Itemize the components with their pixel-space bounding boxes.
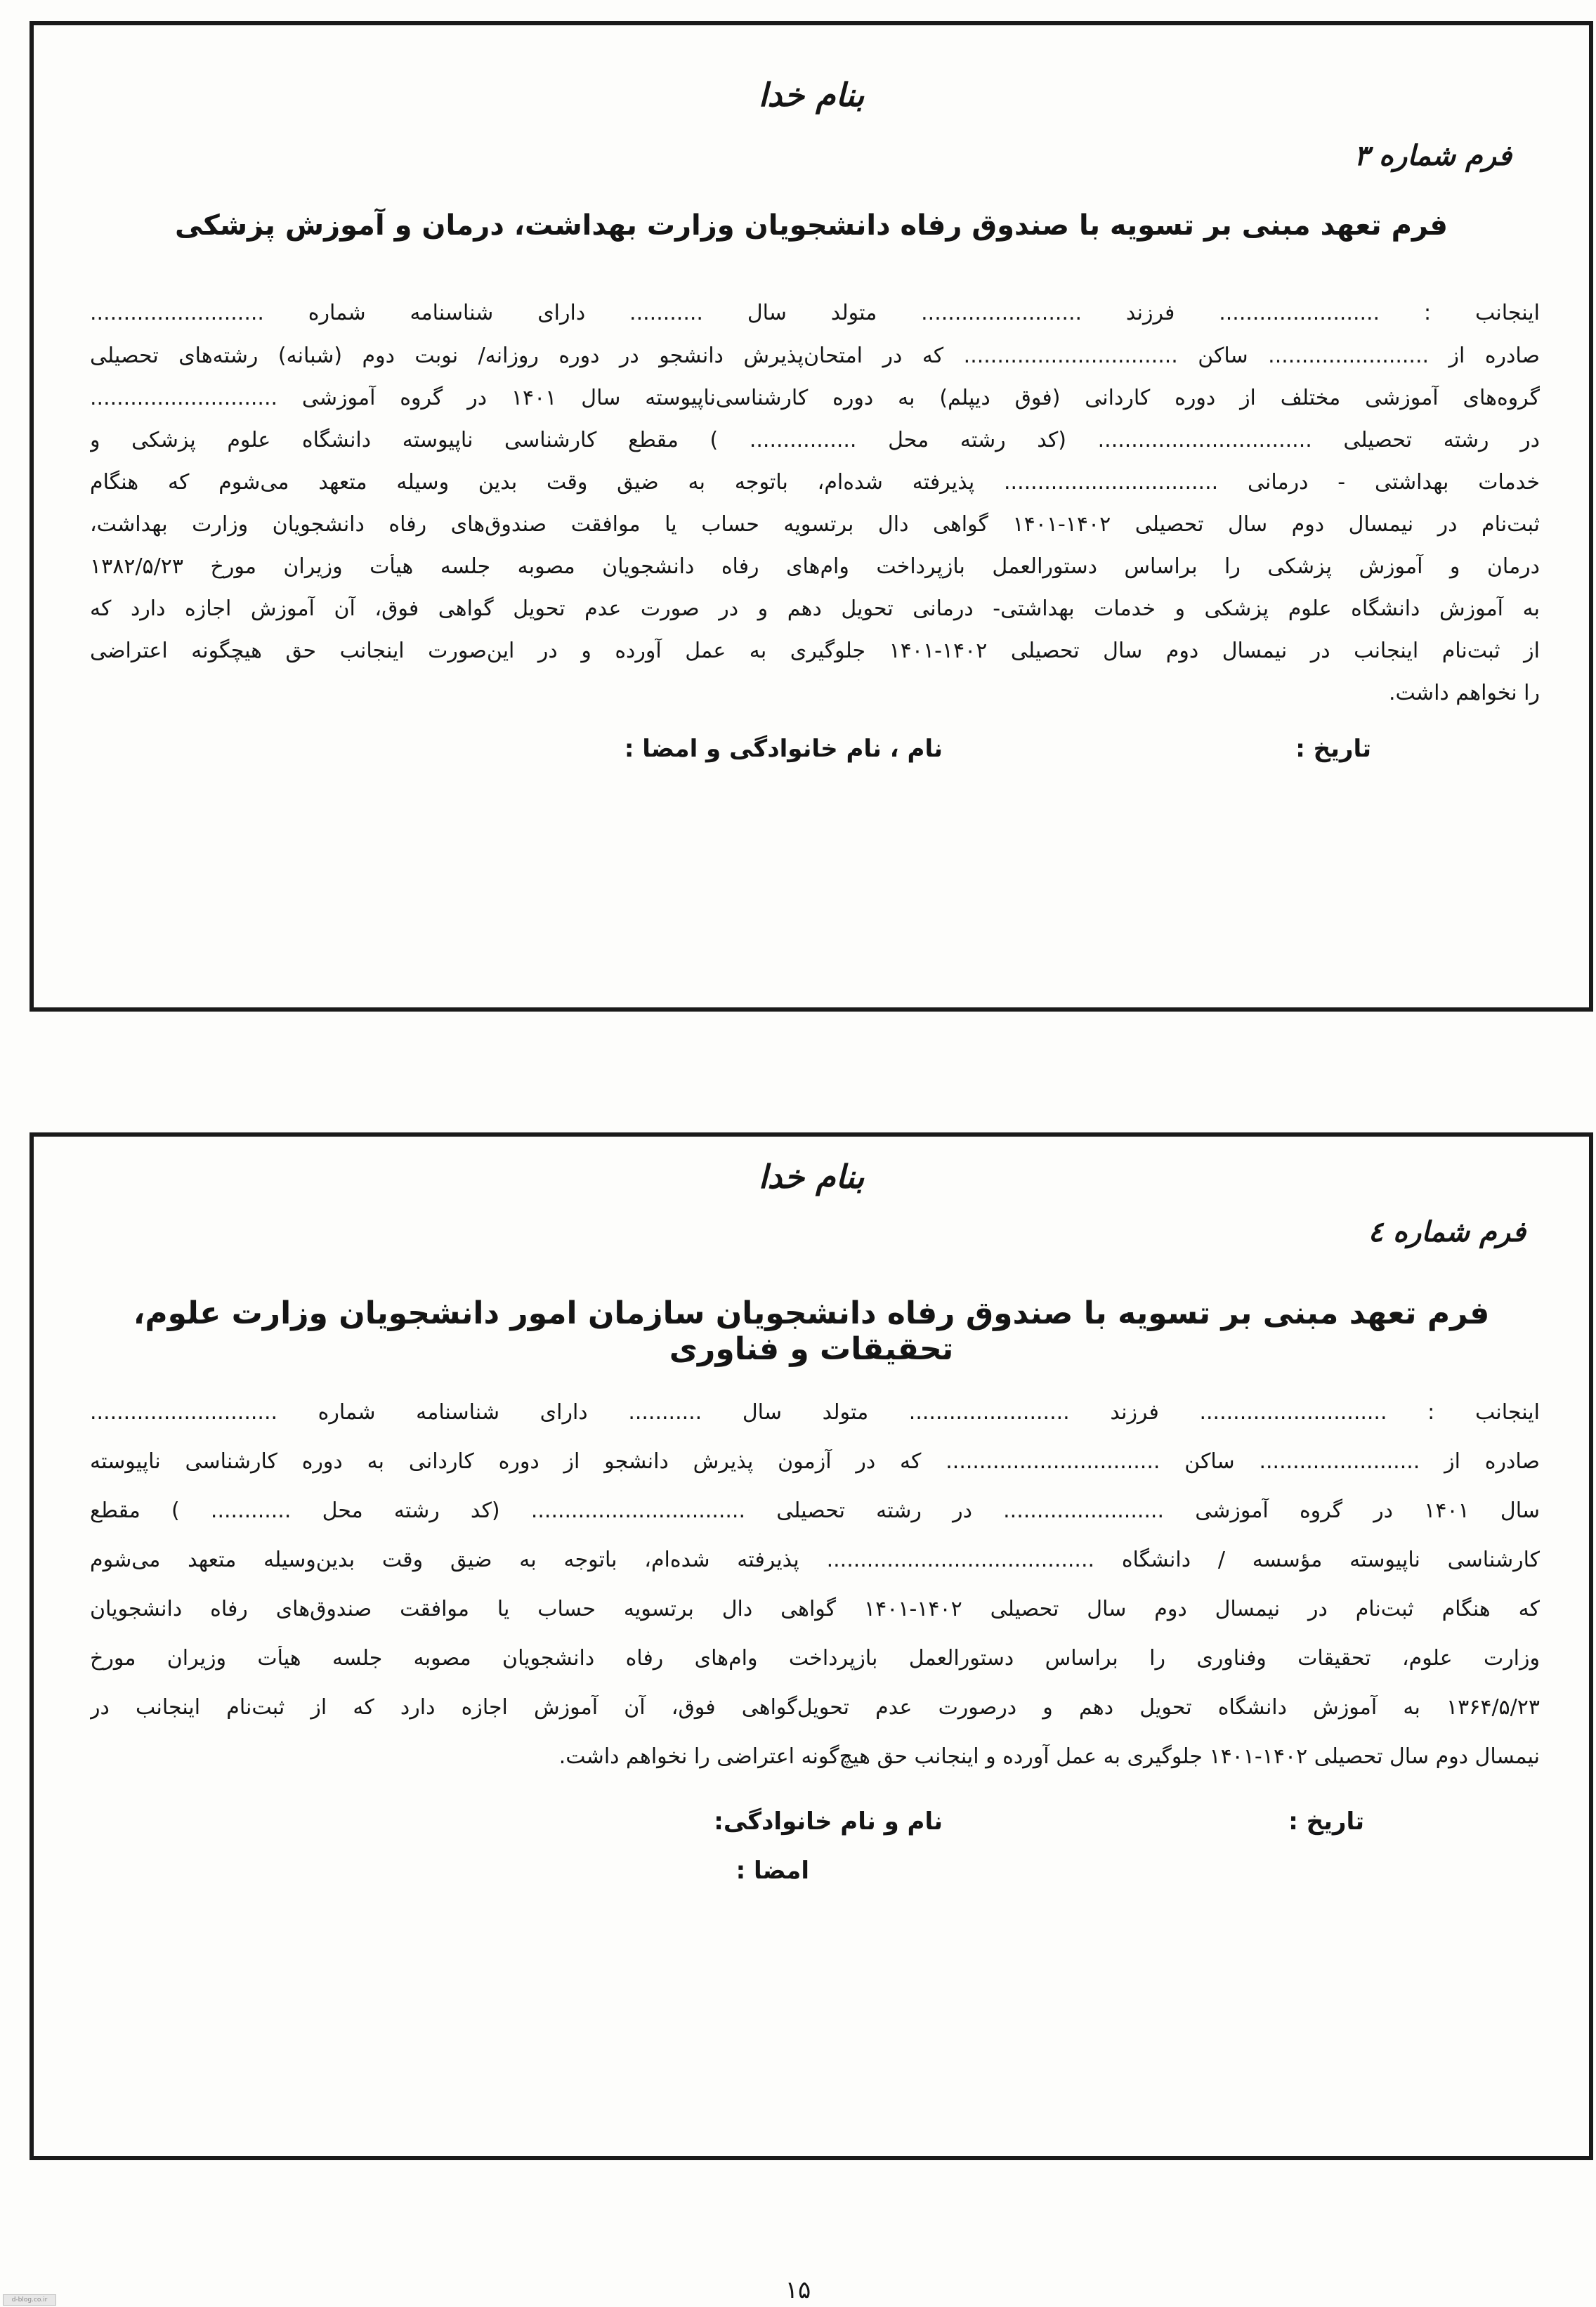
form-text-line: را نخواهم داشت. bbox=[1388, 681, 1540, 705]
form-text-line: سال ۱۴۰۱ در گروه آموزشی ........................ در رشته تحصیلی ................................ (کد رشته محل ............ ) مقطع bbox=[90, 1498, 1540, 1523]
date-label: تاریخ : bbox=[1295, 735, 1371, 763]
basmala-heading: بنام خدا bbox=[758, 76, 865, 114]
name-label: نام و نام خانوادگی: bbox=[714, 1808, 943, 1836]
form-text-line: نیمسال دوم سال تحصیلی ۱۴۰۲-۱۴۰۱ جلوگیری به عمل آورده و اینجانب حق هیچ‌گونه اعتراضی را نخواهم داشت. bbox=[558, 1744, 1540, 1769]
form-text-line: ثبت‌نام در نیمسال دوم سال تحصیلی ۱۴۰۲-۱۴۰۱ گواهی دال برتسویه حساب یا موافقت صندوق‌های رفاه دانشجویان وزارت بهداشت، bbox=[90, 512, 1540, 537]
form-text-line: که هنگام ثبت‌نام در نیمسال دوم سال تحصیلی ۱۴۰۲-۱۴۰۱ گواهی دال برتسویه حساب یا موافقت صندوق‌های رفاه دانشجویان bbox=[90, 1597, 1540, 1621]
form-text-line: درمان و آموزش پزشکی را براساس دستورالعمل بازپرداخت وام‌های رفاه دانشجویان مصوبه جلسه هیأت وزیران مورخ ۱۳۸۲/۵/۲۳ bbox=[90, 554, 1540, 579]
form-text-line: اینجانب : ............................ فرزند ........................ متولد سال ........... دارای شناسنامه شماره ............................ bbox=[90, 1400, 1540, 1425]
form-text-line: در رشته تحصیلی ................................ (کد رشته محل ................ ) مقطع کارشناسی ناپیوسته دانشگاه علوم پزشکی و bbox=[90, 428, 1540, 452]
form-4-box bbox=[30, 1132, 1593, 2160]
form-text-line: خدمات بهداشتی - درمانی ................................ پذیرفته شده‌ام، باتوجه به ضیق وقت بدین وسیله متعهد می‌شوم که هنگام bbox=[90, 470, 1540, 495]
form-number-label: فرم شماره ٤ bbox=[1368, 1215, 1526, 1248]
form-text-line: ۱۳۶۴/۵/۲۳ به آموزش دانشگاه تحویل دهم و درصورت عدم تحویل‌گواهی فوق، آن آموزش اجازه دارد که از ثبت‌نام اینجانب در bbox=[90, 1695, 1540, 1720]
form-3-box bbox=[30, 21, 1593, 1012]
date-label: تاریخ : bbox=[1288, 1808, 1364, 1836]
basmala-heading: بنام خدا bbox=[758, 1158, 865, 1196]
form-text-line: اینجانب : ........................ فرزند ........................ متولد سال ........... دارای شناسنامه شماره .......................... bbox=[90, 301, 1540, 325]
form-text-line: وزارت علوم، تحقیقات وفناوری را براساس دستورالعمل بازپرداخت وام‌های رفاه دانشجویان مصوبه جلسه هیأت وزیران مورخ bbox=[90, 1646, 1540, 1671]
page-number: ۱۵ bbox=[785, 2276, 811, 2304]
form-text-line: از ثبت‌نام اینجانب در نیمسال دوم سال تحصیلی ۱۴۰۲-۱۴۰۱ جلوگیری به عمل آورده و در این‌صورت اینجانب حق هیچگونه اعتراضی bbox=[90, 639, 1540, 663]
form-text-line: گروه‌های آموزشی مختلف از دوره کاردانی (فوق دیپلم) به دوره کارشناسی‌ناپیوسته سال ۱۴۰۱ در گروه آموزشی ............................ bbox=[90, 386, 1540, 410]
form-title: فرم تعهد مبنی بر تسویه با صندوق رفاه دانشجویان سازمان امور دانشجویان وزارت علوم، تحقیقات و فناوری bbox=[133, 1295, 1490, 1367]
form-title: فرم تعهد مبنی بر تسویه با صندوق رفاه دانشجویان وزارت بهداشت، درمان و آموزش پزشکی bbox=[174, 209, 1448, 242]
name-signature-label: نام ، نام خانوادگی و امضا : bbox=[624, 735, 943, 763]
watermark-badge: d-blog.co.ir bbox=[3, 2294, 56, 2306]
form-text-line: کارشناسی ناپیوسته مؤسسه / دانشگاه ........................................ پذیرفته شده‌ام، باتوجه به ضیق وقت بدین‌وسیله متعهد می‌شوم bbox=[90, 1548, 1540, 1572]
form-text-line: صادره از ........................ ساکن ................................ که در امتحان‌پذیرش دانشجو در دوره روزانه/ نوبت دوم (شبانه) رشته‌های تحصیلی bbox=[90, 344, 1540, 368]
form-text-line: به آموزش دانشگاه علوم پزشکی و خدمات بهداشتی- درمانی تحویل دهم و در صورت عدم تحویل گواهی فوق، آن آموزش اجازه دارد که bbox=[90, 596, 1540, 621]
form-number-label: فرم شماره ۳ bbox=[1354, 139, 1512, 172]
signature-label: امضا : bbox=[735, 1857, 809, 1885]
form-text-line: صادره از ........................ ساکن ................................ که در آزمون پذیرش دانشجو از دوره کاردانی به دوره کارشناسی ناپیوسته bbox=[90, 1449, 1540, 1474]
